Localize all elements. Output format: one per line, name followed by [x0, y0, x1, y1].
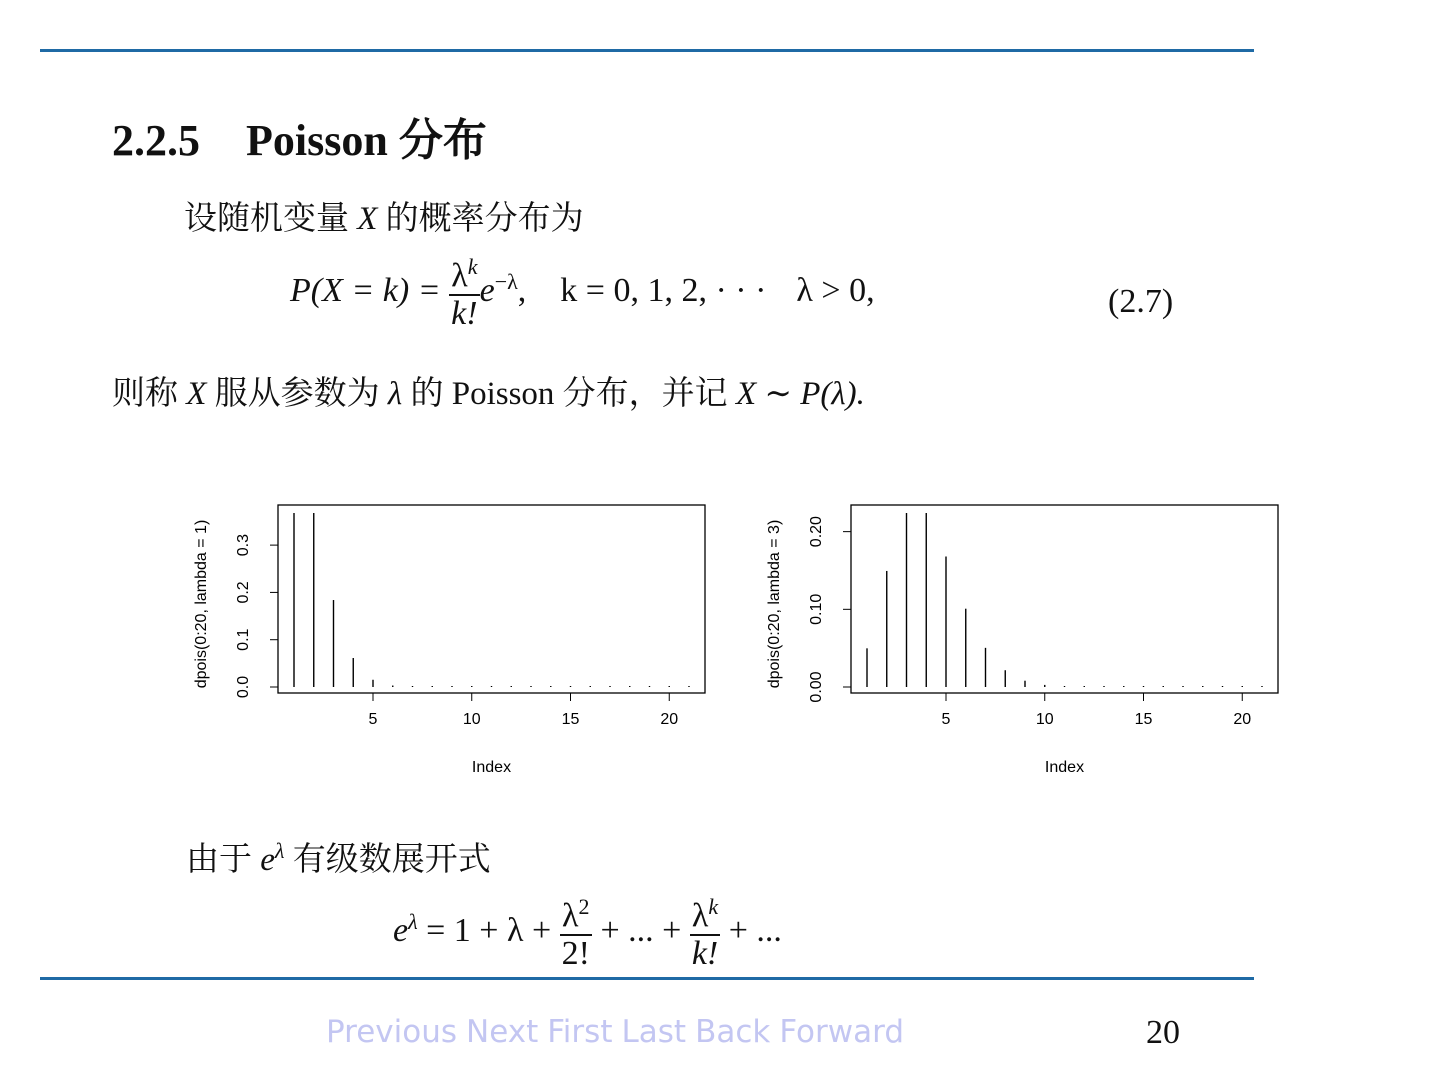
eq2-part-3: + ...: [720, 912, 782, 950]
eq2-fraction-2: [690, 895, 720, 972]
statement-line: [112, 367, 865, 414]
x-tick-label-5: 5: [368, 711, 378, 728]
x-tick-label-15: 15: [561, 711, 580, 728]
y-tick-label-0.3: 0.3: [235, 533, 252, 557]
section-number: 2.2.5: [112, 116, 200, 165]
eq1-frac-num-sup: k: [467, 254, 478, 279]
intro-line: [184, 192, 584, 239]
statement-lambda: λ: [387, 376, 403, 412]
y-tick-label-0.2: 0.2: [235, 581, 252, 604]
slide-navigation: [326, 1014, 913, 1050]
equation-number: (2.7): [1108, 283, 1174, 320]
eq2-f2-num: λ: [691, 897, 709, 935]
nav-next-link[interactable]: Next: [466, 1014, 539, 1050]
eq2-f2-sup: k: [708, 894, 719, 919]
y-axis-label: dpois(0:20, lambda = 3): [766, 519, 783, 689]
expansion-text-pre: 由于: [186, 842, 261, 878]
y-axis-label: dpois(0:20, lambda = 1): [193, 519, 210, 689]
plot-frame: [278, 505, 705, 693]
eq1-exp-base: e: [479, 272, 495, 310]
nav-back-link[interactable]: Back: [695, 1014, 771, 1050]
statement-text-3: 的 Poisson 分布，并记: [402, 376, 736, 412]
eq1-frac-num: λ: [451, 257, 468, 295]
poisson-plot-lambda-1: [180, 490, 720, 790]
y-tick-label-0.0: 0.0: [235, 675, 252, 699]
eq1-exp-sup: −λ: [494, 268, 518, 294]
expansion-text-post: 有级数展开式: [284, 842, 491, 878]
statement-text-2: 服从参数为: [206, 376, 388, 412]
eq1-frac-den: k!: [451, 295, 478, 333]
equation-2-7: [290, 255, 875, 332]
x-tick-label-10: 10: [1035, 711, 1054, 728]
eq2-f2-den: k!: [691, 935, 719, 973]
intro-text-post: 的概率分布为: [377, 201, 584, 237]
x-axis-label: Index: [1044, 759, 1085, 776]
nav-previous-link[interactable]: Previous: [326, 1014, 458, 1050]
x-tick-label-15: 15: [1134, 711, 1153, 728]
series-expansion-equation: [393, 895, 782, 972]
x-tick-label-20: 20: [660, 711, 679, 728]
poisson-plot-lambda-3: [753, 490, 1293, 790]
section-heading: [112, 104, 487, 168]
intro-text-pre: 设随机变量: [184, 201, 358, 237]
x-axis-label: Index: [471, 759, 512, 776]
y-tick-label-0.10: 0.10: [808, 593, 825, 625]
eq2-f1-den: 2!: [561, 935, 590, 973]
eq1-lhs: P(X = k) =: [290, 272, 450, 310]
x-tick-label-10: 10: [462, 711, 481, 728]
plot-frame: [851, 505, 1278, 693]
eq1-condition-lambda: λ > 0,: [796, 272, 875, 310]
x-tick-label-5: 5: [941, 711, 951, 728]
eq2-f1-num: λ: [562, 897, 579, 935]
nav-forward-link[interactable]: Forward: [779, 1014, 904, 1050]
statement-text-1: 则称: [112, 376, 187, 412]
eq2-lhs-sup: λ: [408, 908, 418, 934]
x-tick-label-20: 20: [1233, 711, 1252, 728]
statement-variable: X: [186, 376, 207, 412]
eq2-fraction-1: [560, 895, 592, 972]
nav-first-link[interactable]: First: [547, 1014, 613, 1050]
eq2-part-2: + ... +: [591, 912, 690, 950]
expansion-e: e: [260, 842, 275, 878]
expansion-e-sup: λ: [274, 838, 285, 863]
y-tick-label-0.1: 0.1: [235, 628, 252, 651]
statement-notation: X ∼ P(λ).: [735, 376, 865, 412]
y-tick-label-0.20: 0.20: [808, 516, 825, 548]
bottom-rule: [40, 977, 1254, 980]
section-title: Poisson 分布: [246, 116, 487, 165]
expansion-intro-line: [186, 833, 491, 880]
top-rule: [40, 49, 1254, 52]
eq1-fraction: [449, 255, 479, 332]
eq2-part-1: = 1 + λ +: [417, 912, 560, 950]
page-number: 20: [1146, 1014, 1180, 1051]
nav-last-link[interactable]: Last: [621, 1014, 687, 1050]
eq2-lhs-base: e: [393, 912, 409, 950]
y-tick-label-0.00: 0.00: [808, 671, 825, 703]
intro-variable: X: [357, 201, 378, 237]
eq2-f1-sup: 2: [578, 894, 590, 919]
eq1-condition-k: , k = 0, 1, 2, · · ·: [517, 272, 767, 310]
